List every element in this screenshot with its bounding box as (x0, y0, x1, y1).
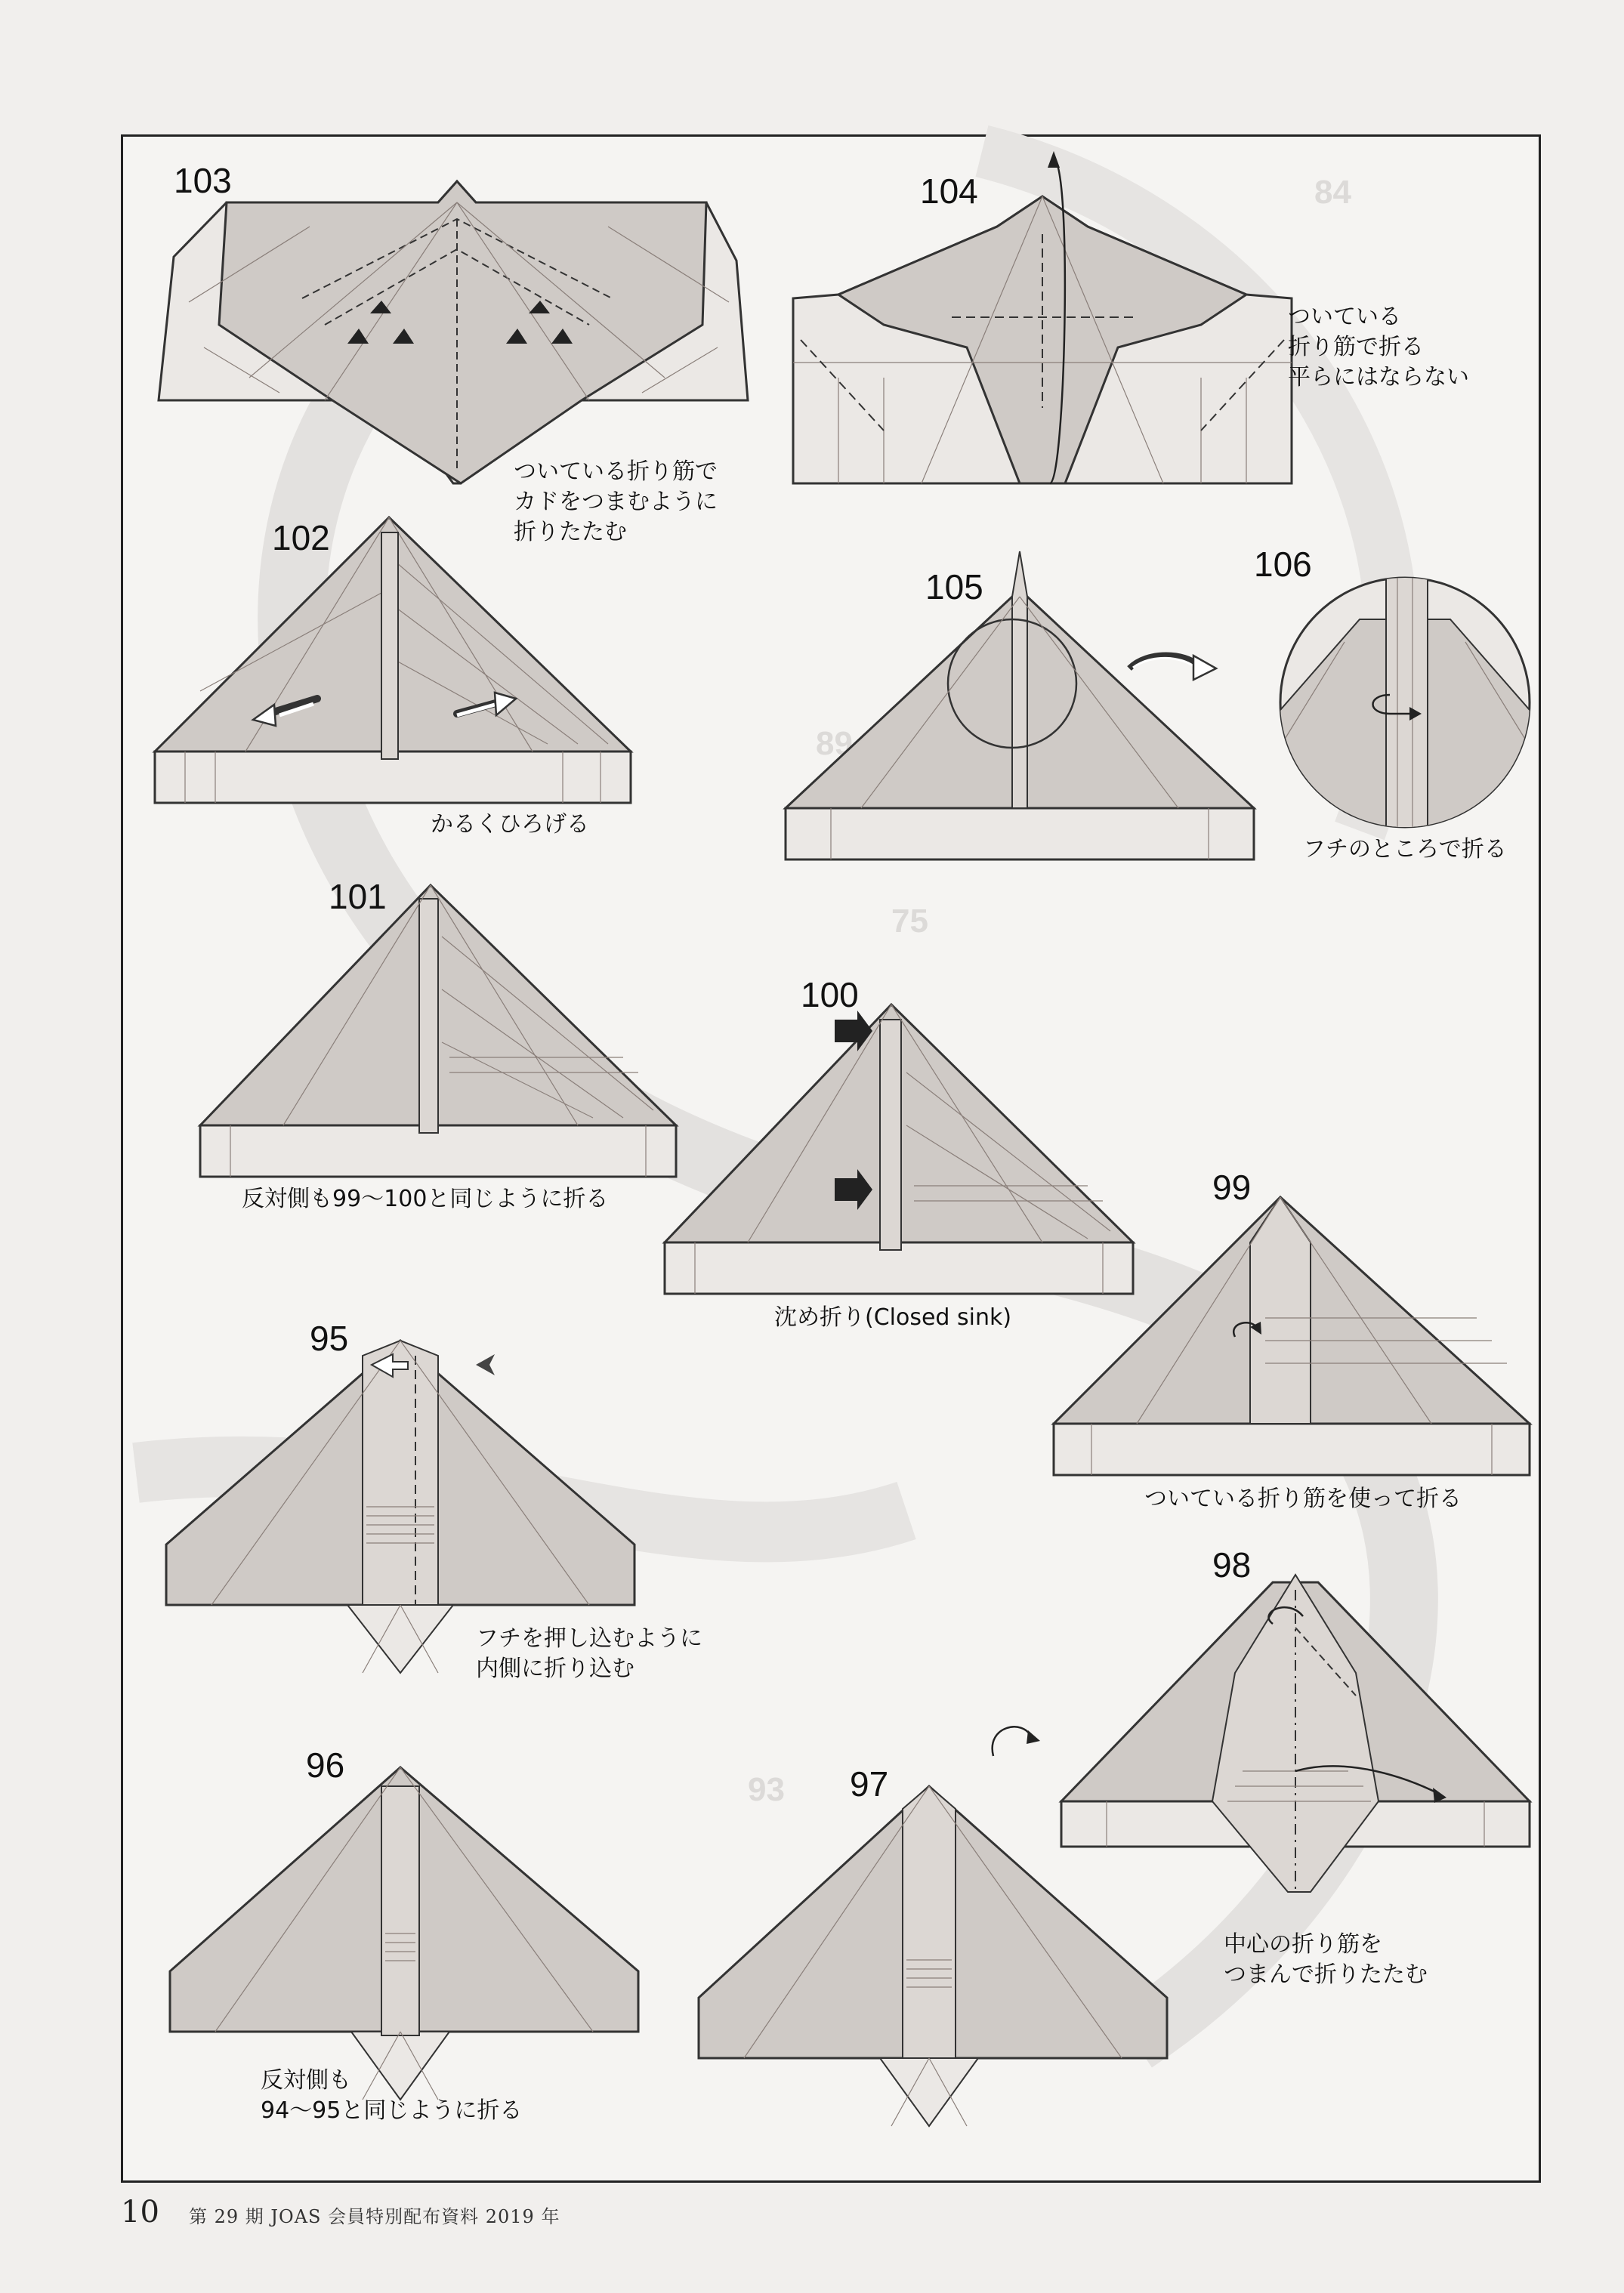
note-99: ついている折り筋を使って折る (1144, 1486, 1462, 1512)
step-number: 99 (1212, 1168, 1252, 1207)
step-number: 95 (310, 1319, 349, 1358)
ghost-number: 84 (1314, 174, 1351, 211)
note-104: ついている 折り筋で折る 平らにはならない (1288, 304, 1469, 390)
step-number: 104 (920, 171, 978, 211)
note-95: フチを押し込むように 内側に折り込む (476, 1625, 702, 1682)
step-number: 96 (306, 1745, 345, 1785)
diagram-99 (1054, 1167, 1530, 1484)
step-104 (793, 151, 1292, 506)
step-number: 100 (801, 975, 859, 1014)
note-101: 反対側も99〜100と同じように折る (242, 1186, 609, 1212)
step-number: 106 (1254, 545, 1312, 584)
note-96: 反対側も 94〜95と同じように折る (261, 2067, 523, 2124)
step-102 (155, 517, 631, 812)
step-101 (200, 876, 676, 1178)
diagram-106 (1254, 544, 1541, 846)
note-100: 沈め折り(Closed sink) (774, 1304, 1012, 1331)
step-96 (170, 1745, 638, 2100)
note-106: フチのところで折る (1303, 836, 1507, 863)
note-98: 中心の折り筋を つまんで折りたたむ (1224, 1931, 1428, 1988)
note-102: かるくひろげる (431, 811, 589, 838)
diagram-96 (170, 1745, 638, 2100)
step-103 (174, 151, 748, 498)
diagram-103 (174, 151, 748, 498)
step-106 (1254, 544, 1541, 846)
page-number: 10 (121, 2195, 159, 2230)
ghost-number: 93 (748, 1771, 785, 1808)
step-number: 101 (329, 877, 387, 916)
step-105 (786, 551, 1254, 884)
step-95 (166, 1318, 634, 1673)
diagram-97 (699, 1764, 1167, 2141)
step-97 (699, 1764, 1167, 2141)
step-number: 97 (850, 1764, 889, 1804)
step-number: 102 (272, 518, 330, 557)
step-99 (1054, 1167, 1530, 1484)
ghost-number: 89 (816, 725, 853, 762)
note-103: ついている折り筋で カドをつまむように 折りたたむ (514, 458, 718, 545)
step-number: 98 (1212, 1545, 1252, 1585)
diagram-104 (793, 151, 1292, 506)
footer-caption: 第 29 期 JOAS 会員特別配布資料 2019 年 (189, 2206, 560, 2227)
diagram-95 (166, 1318, 634, 1673)
diagram-101 (200, 876, 676, 1178)
diagram-102 (155, 517, 631, 812)
ghost-number: 75 (891, 903, 928, 940)
diagram-105 (786, 551, 1254, 884)
step-number: 105 (925, 567, 983, 606)
step-number: 103 (174, 161, 232, 200)
